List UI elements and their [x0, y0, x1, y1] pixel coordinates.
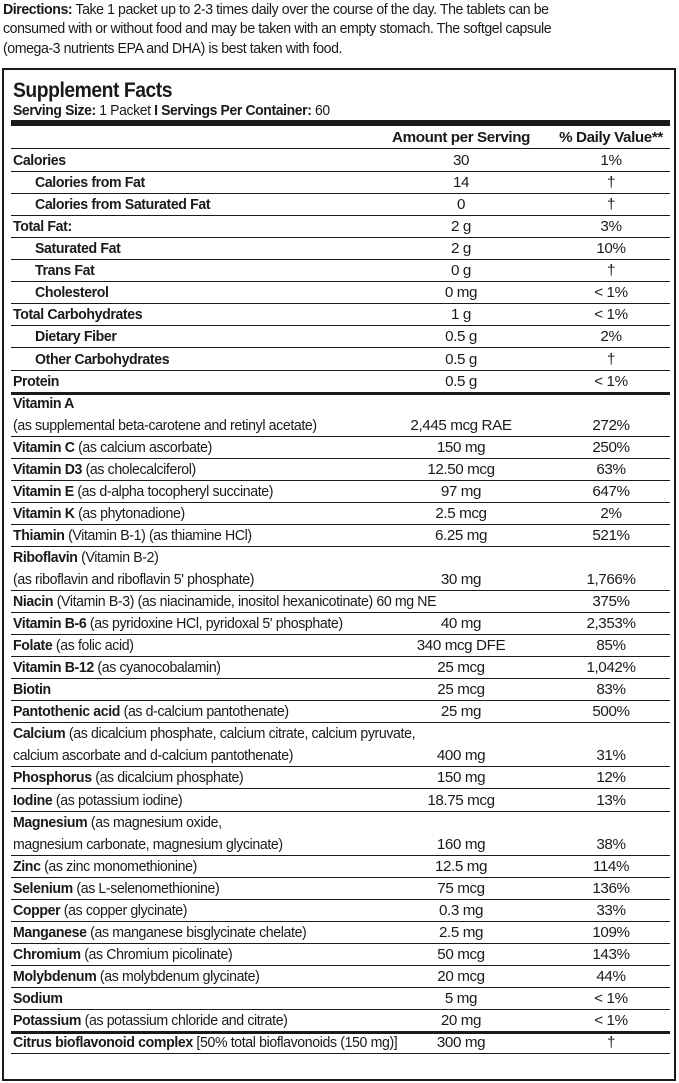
daily-value: 375%	[592, 593, 630, 610]
nutrient-label: Sodium	[13, 989, 63, 1007]
nutrient-row	[11, 568, 670, 591]
nutrient-source: (as potassium iodine)	[52, 791, 183, 809]
nutrient-row	[11, 259, 670, 282]
amount-per-serving: 0 mg	[444, 284, 478, 302]
daily-value: 10%	[596, 240, 626, 258]
amount-per-serving: 340 mcg DFE	[416, 637, 506, 655]
nutrient-source: (as cyanocobalamin)	[93, 659, 221, 677]
nutrient-source: (as calcium ascorbate)	[74, 438, 212, 456]
nutrient-name	[13, 725, 415, 743]
nutrient-label: Dietary Fiber	[35, 328, 117, 346]
directions-line-2: consumed with or without food and may be taken with an empty stomach. The softgel capsule	[3, 20, 552, 38]
nutrient-row	[11, 590, 670, 613]
nutrient-label: Calories from Saturated Fat	[35, 196, 211, 214]
nutrient-name	[13, 659, 221, 677]
nutrient-source: (Vitamin B-3) (as niacinamide, inositol hexanicotinate) 60 mg NE	[53, 593, 437, 610]
nutrient-label: Calcium	[13, 725, 66, 743]
daily-value: < 1%	[594, 284, 628, 302]
nutrient-name	[13, 836, 283, 854]
nutrient-name	[13, 946, 232, 964]
nutrient-source: (as riboflavin and riboflavin 5' phosphate)	[13, 570, 255, 588]
nutrient-name	[13, 505, 185, 523]
nutrient-source: (as Chromium picolinate)	[80, 945, 233, 963]
nutrient-name	[13, 769, 243, 787]
nutrient-row	[11, 921, 670, 944]
amount-per-serving: 0.5 g	[445, 372, 477, 390]
amount-per-serving: 6.25 mg	[434, 526, 488, 544]
nutrient-name	[13, 615, 343, 633]
nutrient-source: [50% total bioflavonoids (150 mg)]	[192, 1034, 398, 1051]
directions-line-1: Take 1 packet up to 2-3 times daily over the course of the day. The tablets can be	[72, 1, 549, 18]
serving-separator: I	[154, 102, 158, 119]
nutrient-name	[13, 549, 158, 567]
nutrient-label: Vitamin A	[13, 394, 75, 412]
daily-value: 12%	[596, 769, 626, 787]
nutrient-name	[35, 284, 109, 302]
amount-per-serving: 25 mcg	[437, 681, 485, 699]
nutrient-name	[13, 880, 219, 898]
serving-size-label: Serving Size:	[13, 102, 96, 119]
daily-value: 38%	[596, 835, 626, 853]
nutrient-row	[11, 700, 670, 723]
nutrient-row	[11, 987, 670, 1010]
amount-per-serving: 0	[456, 196, 466, 214]
nutrient-row	[11, 458, 670, 481]
nutrient-label: Potassium	[13, 1012, 82, 1029]
nutrient-label: Iodine	[13, 791, 53, 809]
daily-value: 3%	[600, 218, 622, 236]
amount-per-serving: 20 mg	[440, 1012, 482, 1029]
daily-value: †	[606, 1034, 616, 1051]
daily-value: 521%	[592, 526, 630, 544]
amount-per-serving: 150 mg	[436, 438, 486, 456]
nutrient-label: Cholesterol	[35, 284, 109, 302]
daily-value: 33%	[596, 901, 626, 919]
amount-per-serving: 30	[452, 152, 470, 169]
supplement-facts-panel	[2, 68, 676, 1081]
nutrient-source: (Vitamin B-1) (as thiamine HCl)	[64, 526, 252, 544]
nutrient-label: Niacin	[13, 593, 54, 610]
amount-per-serving: 97 mg	[440, 482, 482, 500]
nutrient-row	[11, 678, 670, 701]
nutrient-name	[13, 593, 436, 611]
serving-info	[13, 102, 330, 119]
daily-value: 13%	[596, 791, 626, 809]
nutrient-label: Saturated Fat	[35, 240, 121, 258]
nutrient-row	[11, 171, 670, 194]
nutrient-name	[13, 858, 197, 876]
nutrient-row	[11, 634, 670, 657]
daily-value: 2%	[600, 504, 622, 522]
nutrient-row	[11, 943, 670, 966]
daily-value: †	[606, 196, 616, 214]
amount-per-serving: 50 mcg	[437, 945, 485, 963]
nutrient-name	[13, 968, 259, 986]
daily-value: 2,353%	[586, 615, 636, 632]
amount-per-serving: 0.5 g	[445, 328, 477, 346]
nutrient-name	[13, 637, 134, 655]
nutrient-name	[13, 1034, 397, 1052]
nutrient-row	[11, 612, 670, 635]
daily-value: 44%	[596, 967, 626, 985]
nutrient-label: Protein	[13, 372, 60, 390]
nutrient-source: (Vitamin B-2)	[77, 548, 159, 566]
nutrient-label: Citrus bioflavonoid complex	[13, 1034, 193, 1051]
nutrient-source: (as folic acid)	[52, 637, 134, 655]
nutrient-source: (as dicalcium phosphate)	[91, 769, 244, 787]
amount-per-serving: 75 mcg	[437, 879, 485, 897]
daily-value: 109%	[592, 923, 630, 941]
nutrient-source: magnesium carbonate, magnesium glycinate)	[13, 835, 283, 853]
daily-value: 63%	[596, 460, 626, 478]
directions-label: Directions:	[3, 1, 73, 18]
nutrient-name	[35, 351, 169, 369]
nutrient-source: (as phytonadione)	[74, 504, 185, 522]
nutrient-label: Calories	[13, 152, 66, 169]
nutrient-name	[35, 328, 117, 346]
nutrient-row	[11, 480, 670, 503]
nutrient-name	[13, 439, 212, 457]
nutrient-name	[13, 814, 222, 832]
daily-value: 1%	[600, 152, 622, 169]
daily-value: 143%	[592, 945, 630, 963]
daily-value: 31%	[596, 747, 626, 765]
nutrient-label: Copper	[13, 901, 61, 919]
nutrient-source: (as supplemental beta-carotene and retinyl acetate)	[13, 416, 317, 434]
daily-value: 83%	[596, 681, 626, 699]
nutrient-label: Magnesium	[13, 813, 88, 831]
nutrient-name	[13, 527, 252, 545]
nutrient-name	[35, 196, 210, 214]
nutrient-name	[13, 747, 293, 765]
amount-per-serving: 0 g	[451, 262, 471, 280]
panel-title: Supplement Facts	[13, 79, 173, 102]
nutrient-name	[35, 262, 94, 280]
nutrient-label: Vitamin B-6	[13, 615, 87, 632]
amount-per-serving: 2,445 mcg RAE	[410, 416, 512, 434]
nutrient-label: Manganese	[13, 923, 87, 941]
directions-text	[3, 0, 628, 58]
nutrient-name	[13, 990, 63, 1008]
nutrient-name	[13, 152, 66, 170]
nutrient-source: (as L-selenomethionine)	[72, 879, 220, 897]
nutrient-row	[11, 325, 670, 348]
nutrient-label: Selenium	[13, 879, 73, 897]
daily-value: †	[606, 174, 616, 191]
daily-value: < 1%	[594, 372, 628, 390]
nutrient-name	[13, 571, 254, 589]
amount-per-serving: 150 mg	[436, 769, 486, 787]
nutrient-label: Biotin	[13, 681, 51, 699]
nutrient-source: (as molybdenum glycinate)	[96, 967, 260, 985]
nutrient-source: (as dicalcium phosphate, calcium citrate, calcium pyruvate,	[65, 725, 416, 743]
daily-value: 85%	[596, 637, 626, 655]
daily-value: 1,766%	[586, 570, 636, 588]
nutrient-source: (as copper glycinate)	[60, 901, 188, 919]
amount-column-header: Amount per Serving	[392, 129, 530, 146]
nutrient-source: (as magnesium oxide,	[87, 813, 222, 831]
daily-value: < 1%	[594, 989, 628, 1007]
servings-value: 60	[311, 102, 330, 119]
amount-per-serving: 12.5 mg	[434, 857, 488, 875]
amount-per-serving: 0.3 mg	[438, 901, 484, 919]
nutrient-row	[11, 348, 670, 371]
nutrient-row	[11, 281, 670, 304]
nutrient-label: Thiamin	[13, 526, 65, 544]
daily-value-column-header: % Daily Value**	[559, 129, 663, 146]
amount-per-serving: 300 mg	[436, 1034, 486, 1051]
nutrient-name	[13, 306, 142, 324]
daily-value: †	[606, 262, 616, 280]
amount-per-serving: 2.5 mcg	[435, 504, 487, 522]
amount-per-serving: 1 g	[451, 306, 471, 324]
nutrient-name	[13, 1012, 288, 1030]
nutrient-row	[11, 436, 670, 459]
nutrient-row	[11, 656, 670, 679]
nutrient-row	[11, 546, 670, 568]
amount-per-serving: 2.5 mg	[438, 923, 484, 941]
nutrient-label: Vitamin E	[13, 482, 74, 500]
daily-value: < 1%	[594, 1012, 628, 1029]
nutrient-label: Molybdenum	[13, 967, 97, 985]
daily-value: 500%	[592, 703, 630, 721]
daily-value: 114%	[592, 857, 630, 875]
nutrient-row	[11, 149, 670, 172]
nutrient-label: Total Fat:	[13, 218, 72, 236]
daily-value: 272%	[592, 416, 630, 434]
amount-per-serving: 0.5 g	[445, 350, 477, 368]
nutrient-name	[35, 174, 145, 192]
nutrient-row	[11, 855, 670, 878]
nutrient-source: calcium ascorbate and d-calcium pantothenate)	[13, 747, 294, 765]
amount-per-serving: 20 mcg	[437, 967, 485, 985]
nutrient-row	[11, 766, 670, 789]
nutrient-name	[13, 417, 317, 435]
nutrient-source: (as pyridoxine HCl, pyridoxal 5' phosphate)	[86, 615, 343, 632]
nutrient-label: Zinc	[13, 857, 41, 875]
nutrient-name	[13, 461, 196, 479]
amount-per-serving: 5 mg	[444, 989, 478, 1007]
daily-value: 250%	[592, 438, 630, 456]
amount-per-serving: 2 g	[451, 218, 471, 236]
daily-value: 647%	[592, 482, 630, 500]
amount-per-serving: 18.75 mcg	[427, 791, 495, 809]
nutrient-label: Vitamin K	[13, 504, 75, 522]
nutrient-name	[13, 218, 72, 236]
nutrient-row	[11, 414, 670, 437]
nutrient-row	[11, 193, 670, 216]
amount-per-serving: 25 mcg	[437, 659, 485, 677]
nutrient-label: Vitamin D3	[13, 460, 83, 478]
nutrient-label: Pantothenic acid	[13, 703, 121, 721]
nutrient-label: Vitamin C	[13, 438, 75, 456]
nutrient-row	[11, 789, 670, 812]
nutrient-label: Other Carbohydrates	[35, 350, 170, 368]
column-header-row	[11, 126, 670, 149]
nutrient-label: Phosphorus	[13, 769, 92, 787]
amount-per-serving: 25 mg	[440, 703, 482, 721]
nutrient-row	[11, 811, 670, 833]
nutrient-label: Trans Fat	[35, 262, 95, 280]
daily-value: < 1%	[594, 306, 628, 324]
nutrient-source: (as manganese bisglycinate chelate)	[86, 923, 307, 941]
nutrient-row	[11, 303, 670, 326]
servings-label: Servings Per Container:	[157, 102, 312, 119]
nutrient-label: Total Carbohydrates	[13, 306, 143, 324]
amount-per-serving: 40 mg	[440, 615, 482, 632]
daily-value: 1,042%	[586, 659, 636, 677]
nutrient-name	[13, 395, 74, 413]
nutrient-name	[13, 902, 187, 920]
nutrient-name	[13, 681, 51, 699]
nutrient-row	[11, 502, 670, 525]
nutrient-name	[13, 703, 289, 721]
nutrient-row	[11, 877, 670, 900]
amount-per-serving: 160 mg	[436, 835, 486, 853]
nutrient-row	[11, 215, 670, 238]
nutrient-source: (as d-calcium pantothenate)	[120, 703, 289, 721]
nutrient-label: Chromium	[13, 945, 81, 963]
nutrient-row	[11, 833, 670, 856]
nutrient-label: Vitamin B-12	[13, 659, 94, 677]
amount-per-serving: 12.50 mcg	[427, 460, 495, 478]
nutrient-name	[13, 792, 182, 810]
nutrient-row	[11, 1031, 670, 1054]
amount-per-serving: 30 mg	[440, 570, 482, 588]
amount-per-serving: 14	[452, 174, 470, 191]
nutrient-label: Calories from Fat	[35, 174, 145, 191]
nutrient-name	[35, 240, 120, 258]
daily-value: 2%	[600, 328, 622, 346]
nutrient-name	[13, 924, 306, 942]
serving-size-value: 1 Packet	[95, 102, 155, 119]
nutrient-label: Riboflavin	[13, 548, 78, 566]
nutrient-row	[11, 744, 670, 767]
nutrient-name	[13, 373, 59, 391]
nutrient-row	[11, 392, 670, 414]
directions-line-3: (omega-3 nutrients EPA and DHA) is best taken with food.	[3, 39, 343, 57]
nutrient-name	[13, 483, 273, 501]
nutrient-source: (as cholecalciferol)	[82, 460, 196, 478]
nutrient-source: (as zinc monomethionine)	[40, 857, 197, 875]
nutrient-label: Folate	[13, 637, 53, 655]
nutrient-source: (as d-alpha tocopheryl succinate)	[73, 482, 274, 500]
nutrient-row	[11, 524, 670, 547]
daily-value: †	[606, 350, 616, 368]
nutrient-row	[11, 899, 670, 922]
nutrient-row	[11, 237, 670, 260]
amount-per-serving: 2 g	[451, 240, 471, 258]
nutrient-source: (as potassium chloride and citrate)	[81, 1012, 288, 1029]
nutrient-row	[11, 965, 670, 988]
nutrient-row	[11, 722, 670, 744]
daily-value: 136%	[592, 879, 630, 897]
amount-per-serving: 400 mg	[436, 747, 486, 765]
